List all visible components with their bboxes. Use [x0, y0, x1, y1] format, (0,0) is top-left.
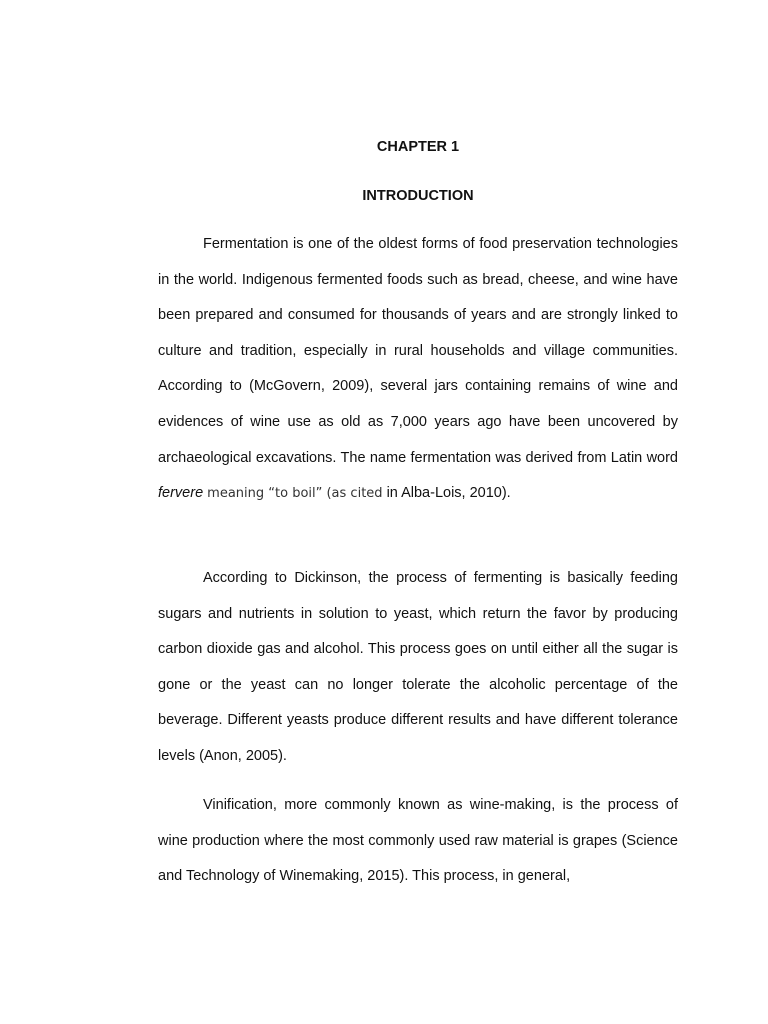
- paragraph-3-text: Vinification, more commonly known as wine-making, is the process of wine production where the most commonly used raw material is grapes (Science and Technology of Winemaking, 2015). This process, in general,: [158, 797, 678, 885]
- paragraph-fermentation: [158, 227, 678, 512]
- paragraph-vinification: [158, 788, 678, 898]
- latin-term: fervere: [158, 485, 204, 502]
- latin-term-meaning: meaning “to boil” (as cited: [207, 486, 383, 502]
- paragraph-dickinson: [158, 561, 678, 775]
- paragraph-2-text: According to Dickinson, the process of fermenting is basically feeding sugars and nutrients in solution to yeast, which return the favor by producing carbon dioxide gas and alcohol. This process goes on until either all the sugar is gone or the yeast can no longer tolerate the alcoholic percentage of the beverage. Different yeasts produce different results and have different tolerance levels (Anon, 2005).: [158, 570, 678, 764]
- paragraph-1-text: Fermentation is one of the oldest forms of food preservation technologies in the world. Indigenous fermented foods such as bread, cheese, and wine have been prepared and consumed for thousands of years and are strongly linked to culture and tradition, especially in rural households and village communities. According to (McGovern, 2009), several jars containing remains of wine and evidences of wine use as old as 7,000 years ago have been uncovered by archaeological excavations. The name fermentation was derived from Latin word: [158, 236, 678, 466]
- paragraph-1-citation: in Alba-Lois, 2010).: [386, 485, 511, 502]
- section-heading: INTRODUCTION: [362, 188, 474, 204]
- chapter-heading: CHAPTER 1: [376, 139, 460, 155]
